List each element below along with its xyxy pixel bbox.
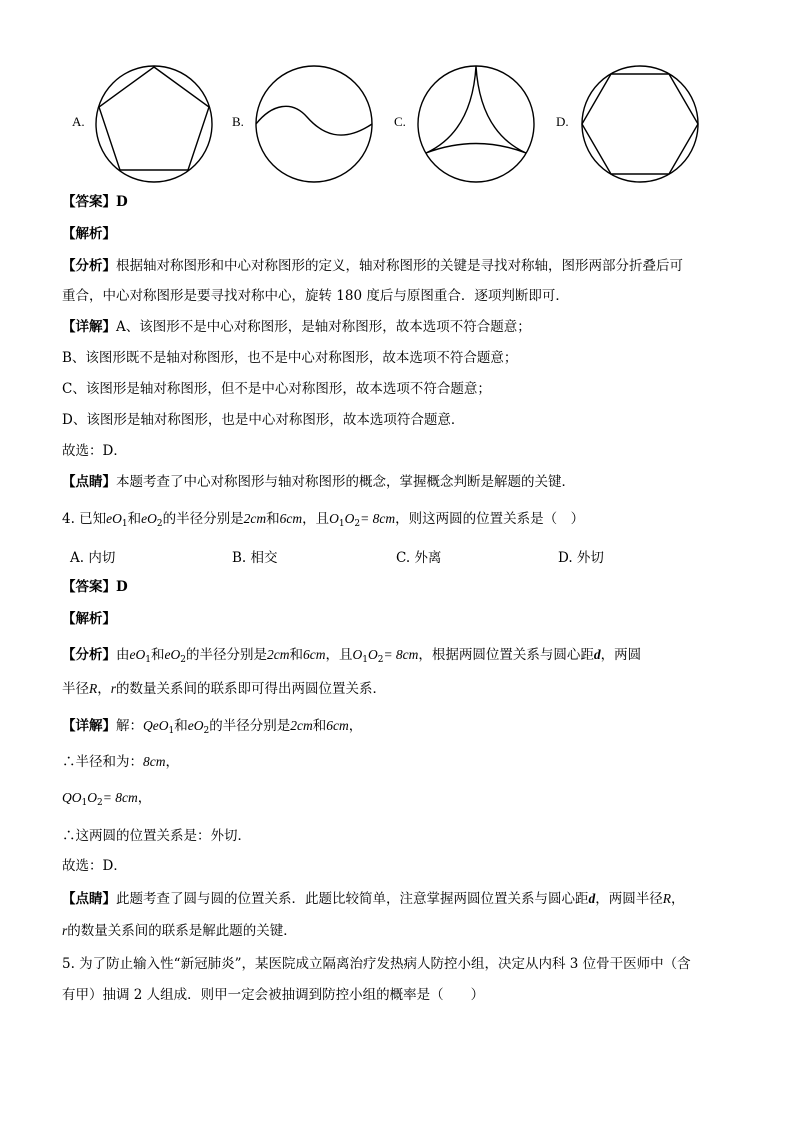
figure-c-label: C.	[394, 114, 406, 129]
q4-option-a: A. 内切	[70, 550, 116, 566]
q4-option-c: C. 外离	[396, 550, 442, 566]
figure-a-label: A.	[72, 114, 85, 129]
q4-sum-line: ∴半径和为：8cm，	[62, 754, 179, 770]
q3-line-d: D、该图形是轴对称图形，也是中心对称图形，故本选项符合题意．	[62, 412, 465, 428]
q5-stem-line-1: 5. 为了防止输入性“新冠肺炎”，某医院成立隔离治疗发热病人防控小组，决定从内科 3 位骨干医师中（含	[62, 956, 691, 972]
figure-b-label: B.	[232, 114, 244, 129]
q3-jiexi: 【解析】	[62, 226, 116, 242]
figure-c-curved-triangle-in-circle	[414, 62, 538, 186]
q3-fenxi-line-1: 【分析】根据轴对称图形和中心对称图形的定义，轴对称图形的关键是寻找对称轴，图形两部分折叠后可	[62, 258, 683, 274]
q4-fenxi-line-2: 半径R，r的数量关系间的联系即可得出两圆位置关系．	[62, 681, 387, 697]
q3-line-b: B、该图形既不是轴对称图形，也不是中心对称图形，故本选项不符合题意；	[62, 350, 518, 366]
q4-xiangjie-line-1: 【详解】解：QeO$_1$和$eO_2$的半径分别是2cm和6cm，	[62, 718, 363, 736]
figure-a-pentagon-in-circle	[92, 62, 216, 186]
q3-line-c: C、该图形是轴对称图形，但不是中心对称图形，故本选项不符合题意；	[62, 381, 491, 397]
figure-d-hexagon-in-circle	[578, 62, 702, 186]
q4-option-b: B. 相交	[232, 550, 278, 566]
figure-b-s-curve-in-circle	[252, 62, 376, 186]
figure-d-label: D.	[556, 114, 569, 129]
q4-conclusion: ∴这两圆的位置关系是：外切．	[62, 828, 251, 844]
q4-option-d: D. 外切	[558, 550, 604, 566]
figure-row	[0, 62, 794, 186]
q4-dianjing-line-1: 【点睛】此题考查了圆与圆的位置关系．此题比较简单，注意掌握两圆位置关系与圆心距d，两圆半径R，	[62, 891, 685, 907]
q3-xiangjie-a: 【详解】A、该图形不是中心对称图形，是轴对称图形，故本选项不符合题意；	[62, 319, 531, 335]
q4-dist-line: $QO_1O_2= 8cm$，	[62, 790, 152, 808]
q4-stem: 4. 已知$eO_1$和$eO_2$的半径分别是2cm和6cm，且$O_1O_2= 8cm$，则这两圆的位置关系是（ ）	[62, 511, 585, 529]
q4-dianjing-line-2: r的数量关系间的联系是解此题的关键．	[62, 923, 297, 939]
q3-dianjing: 【点睛】本题考查了中心对称图形与轴对称图形的概念，掌握概念判断是解题的关键．	[62, 474, 575, 490]
q4-jiexi: 【解析】	[62, 611, 116, 627]
q4-answer: 【答案】D	[62, 579, 128, 595]
q3-fenxi-line-2: 重合，中心对称图形是要寻找对称中心，旋转 180 度后与原图重合．逐项判断即可．	[62, 288, 569, 304]
q5-stem-line-2: 有甲）抽调 2 人组成．则甲一定会被抽调到防控小组的概率是（ ）	[62, 987, 485, 1003]
q3-guxuan: 故选：D．	[62, 443, 127, 459]
q4-guxuan: 故选：D．	[62, 858, 127, 874]
q4-fenxi-line-1: 【分析】由$eO_1$和$eO_2$的半径分别是2cm和6cm，且$O_1O_2= 8cm$，根据两圆位置关系与圆心距d，两圆	[62, 647, 642, 665]
q3-answer: 【答案】D	[62, 194, 128, 210]
